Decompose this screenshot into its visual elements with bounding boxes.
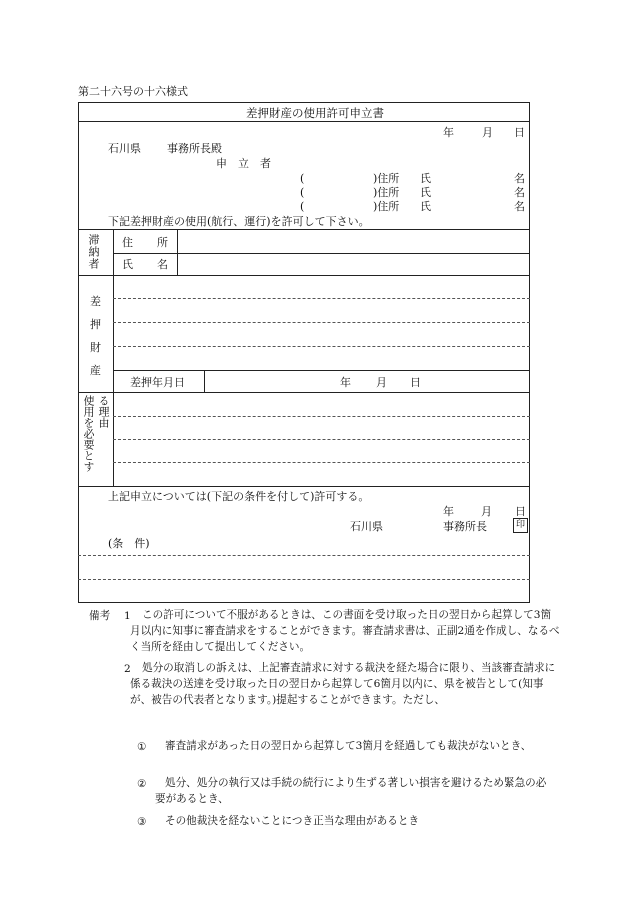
applicant-1-address-label: )住所 <box>373 172 400 185</box>
reason-line-1 <box>113 416 530 417</box>
reason-label-col2: る理由 <box>97 395 110 428</box>
note-2-number: 2 <box>124 663 131 675</box>
applicant-3-address-label: )住所 <box>373 200 400 213</box>
applicant-2-address-label: )住所 <box>373 186 400 199</box>
note-1-number: 1 <box>124 610 131 622</box>
table-top-border <box>78 102 530 103</box>
taxpayer-label: 滞納者 <box>87 234 100 270</box>
reason-line-3 <box>113 462 530 463</box>
approval-date-month: 月 <box>481 505 492 518</box>
applicant-3-name-end: 名 <box>514 200 525 213</box>
table-bottom-border <box>78 602 530 603</box>
conditions-line-2 <box>78 579 530 580</box>
approval-date-year: 年 <box>443 505 454 518</box>
conditions-label: (条 件) <box>108 537 150 550</box>
conditions-line-1 <box>78 555 530 556</box>
seized-date-month: 月 <box>376 376 387 389</box>
note-1-text: この許可について不服があるときは、この書面を受け取った日の翌日から起算して3箇月以内に知事に審査請求をすることができます。審査請求書は、正副2通を作成し、なるべく当所を経由して提出してください。 <box>130 609 560 653</box>
reason-label-col1: 使用を必要とす <box>82 395 95 472</box>
sub-item-3-text: その他裁決を経ないことにつき正当な理由があるとき <box>165 815 420 827</box>
seized-line-2 <box>113 322 530 323</box>
applicant-1-name-label: 氏 <box>420 172 431 185</box>
reason-line-2 <box>113 439 530 440</box>
note-2-text: 処分の取消しの訴えは、上記審査請求に対する裁決を経た場合に限り、当該審査請求に係る裁決の送達を受け取った日の翌日から起算して6箇月以内に、県を被告として(知事が、被告の代表者となります。)提起することができます。ただし、 <box>130 662 556 706</box>
form-title: 差押財産の使用許可申立書 <box>246 106 384 120</box>
sub-item-1-number: ① <box>137 741 147 753</box>
seized-date-divider <box>204 370 205 392</box>
seized-date-year: 年 <box>340 376 351 389</box>
table-left-border <box>78 102 79 602</box>
date-month: 月 <box>482 126 493 139</box>
seized-date-top <box>113 370 530 371</box>
form-label: 第二十六号の十六様式 <box>78 85 188 98</box>
applicant-2-name-end: 名 <box>514 186 525 199</box>
addressee-pref: 石川県 <box>108 142 141 155</box>
addressee-office: 事務所長殿 <box>167 142 222 155</box>
approval-pref: 石川県 <box>350 520 383 533</box>
applicant-3-paren-open: ( <box>300 200 305 213</box>
taxpayer-mid-divider <box>113 253 530 254</box>
taxpayer-name-label-1: 氏 <box>122 258 133 271</box>
approval-text: 上記申立については(下記の条件を付して)許可する。 <box>108 490 370 503</box>
reason-bottom-divider <box>78 486 530 487</box>
request-divider <box>78 229 530 230</box>
table-right-border <box>529 102 530 602</box>
seized-line-1 <box>113 298 530 299</box>
approval-office: 事務所長 <box>443 520 487 533</box>
seized-date-label: 差押年月日 <box>130 376 185 389</box>
seized-label-3: 財 <box>90 341 101 354</box>
date-year: 年 <box>443 126 454 139</box>
sub-item-1-text: 審査請求があった日の翌日から起算して3箇月を経過しても裁決がないとき、 <box>165 740 532 752</box>
seized-bottom-divider <box>78 392 530 393</box>
seized-line-3 <box>113 346 530 347</box>
taxpayer-name-label-2: 名 <box>157 258 168 271</box>
sub-item-2-number: ② <box>137 778 147 790</box>
seal-mark: 印 <box>513 518 528 533</box>
applicant-1-name-end: 名 <box>514 172 525 185</box>
taxpayer-address-label-1: 住 <box>122 236 133 249</box>
notes-label: 備考 <box>89 610 111 622</box>
applicant-2-paren-open: ( <box>300 186 305 199</box>
applicant-label: 申 立 者 <box>216 157 271 170</box>
seized-label-1: 差 <box>90 295 101 308</box>
applicant-1-paren-open: ( <box>300 172 305 185</box>
sub-item-3-number: ③ <box>137 816 147 828</box>
applicant-2-name-label: 氏 <box>420 186 431 199</box>
approval-date-day: 日 <box>515 505 526 518</box>
seized-label-4: 産 <box>90 364 101 377</box>
request-text: 下記差押財産の使用(航行、運行)を許可して下さい。 <box>108 215 370 228</box>
taxpayer-value-divider <box>177 229 178 275</box>
taxpayer-bottom-divider <box>78 275 530 276</box>
date-day: 日 <box>514 126 525 139</box>
sub-item-2-text: 処分、処分の執行又は手続の続行により生ずる著しい損害を避けるため緊急の必要があるとき、 <box>155 777 547 805</box>
title-row-divider <box>78 121 530 122</box>
taxpayer-address-label-2: 所 <box>157 236 168 249</box>
seized-date-day: 日 <box>410 376 421 389</box>
applicant-3-name-label: 氏 <box>420 200 431 213</box>
seized-label-2: 押 <box>90 318 101 331</box>
